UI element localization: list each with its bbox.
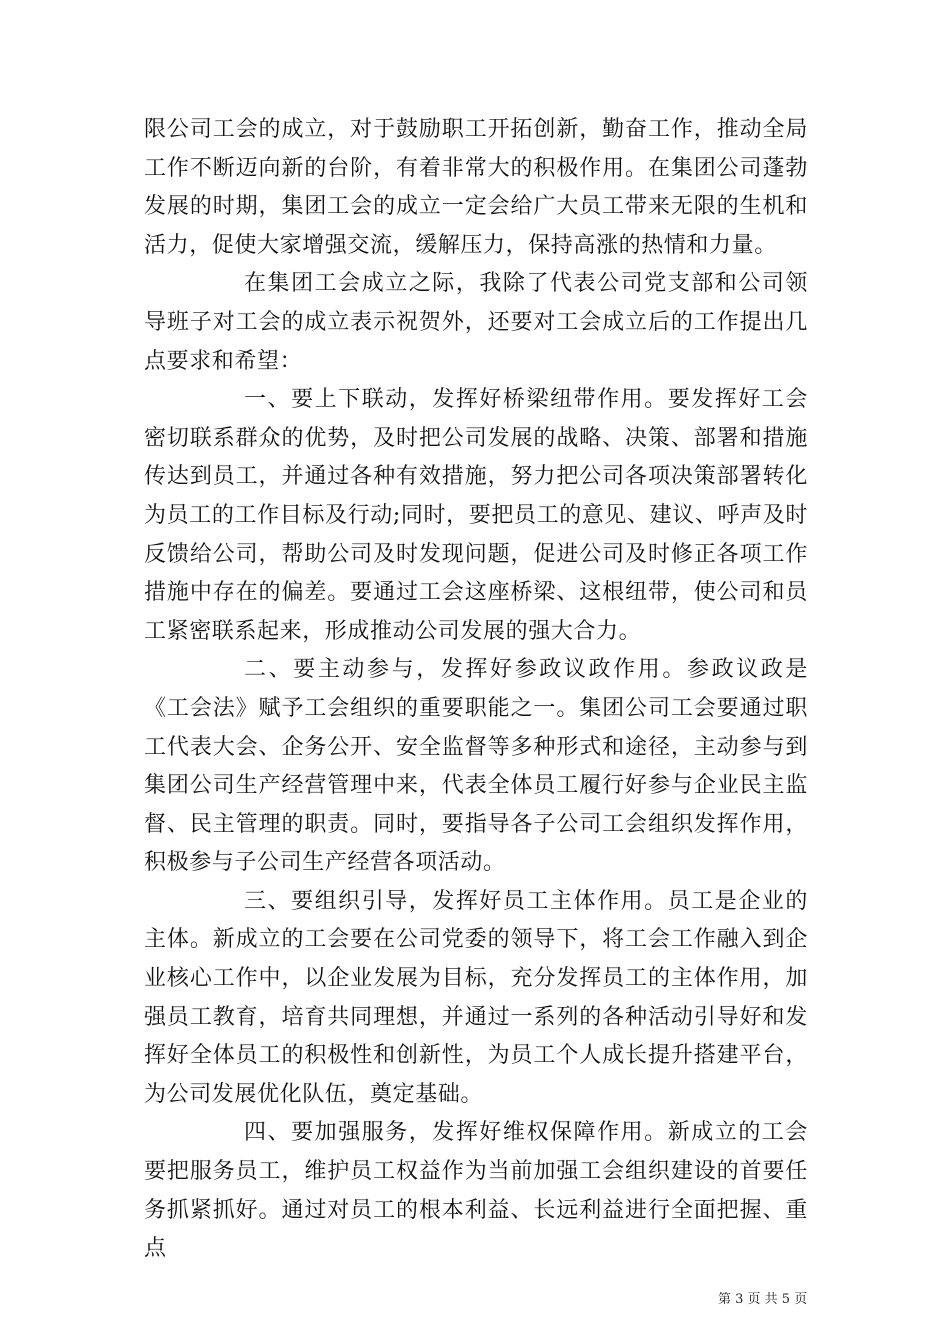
paragraph-3: 一、要上下联动，发挥好桥梁纽带作用。要发挥好工会密切联系群众的优势，及时把公司发展的战略、决策、部署和措施传达到员工，并通过各种有效措施，努力把公司各项决策部署转化为员工的工作目标及行动;同时，要把员工的意见、建议、呼声及时反馈给公司，帮助公司及时发现问题，促进公司及时修正各项工作措施中存在的偏差。要通过工会这座桥梁、这根纽带，使公司和员工紧密联系起来，形成推动公司发展的强大合力。 [144,387,808,644]
page-number-footer: 第 3 页 共 5 页 [718,1292,808,1307]
paragraph-1: 限公司工会的成立，对于鼓励职工开拓创新，勤奋工作，推动全局工作不断迈向新的台阶，有着非常大的积极作用。在集团公司蓬勃发展的时期，集团工会的成立一定会给广大员工带来无限的生机和活力，促使大家增强交流，缓解压力，保持高涨的热情和力量。 [144,117,808,258]
paragraph-4: 二、要主动参与，发挥好参政议政作用。参政议政是《工会法》赋予工会组织的重要职能之一。集团公司工会要通过职工代表大会、企务公开、安全监督等多种形式和途径，主动参与到集团公司生产经营管理中来，代表全体员工履行好参与企业民主监督、民主管理的职责。同时，要指导各子公司工会组织发挥作用，积极参与子公司生产经营各项活动。 [144,657,808,876]
paragraph-2: 在集团工会成立之际，我除了代表公司党支部和公司领导班子对工会的成立表示祝贺外，还要对工会成立后的工作提出几点要求和希望： [144,271,808,374]
paragraph-5: 三、要组织引导，发挥好员工主体作用。员工是企业的主体。新成立的工会要在公司党委的领导下，将工会工作融入到企业核心工作中，以企业发展为目标，充分发挥员工的主体作用，加强员工教育，培育共同理想，并通过一系列的各种活动引导好和发挥好全体员工的积极性和创新性，为员工个人成长提升搭建平台，为公司发展优化队伍，奠定基础。 [144,888,808,1107]
body-text [144,111,808,1269]
paragraph-6: 四、要加强服务，发挥好维权保障作用。新成立的工会要把服务员工，维护员工权益作为当前加强工会组织建设的首要任务抓紧抓好。通过对员工的根本利益、长远利益进行全面把握、重点 [144,1120,808,1262]
